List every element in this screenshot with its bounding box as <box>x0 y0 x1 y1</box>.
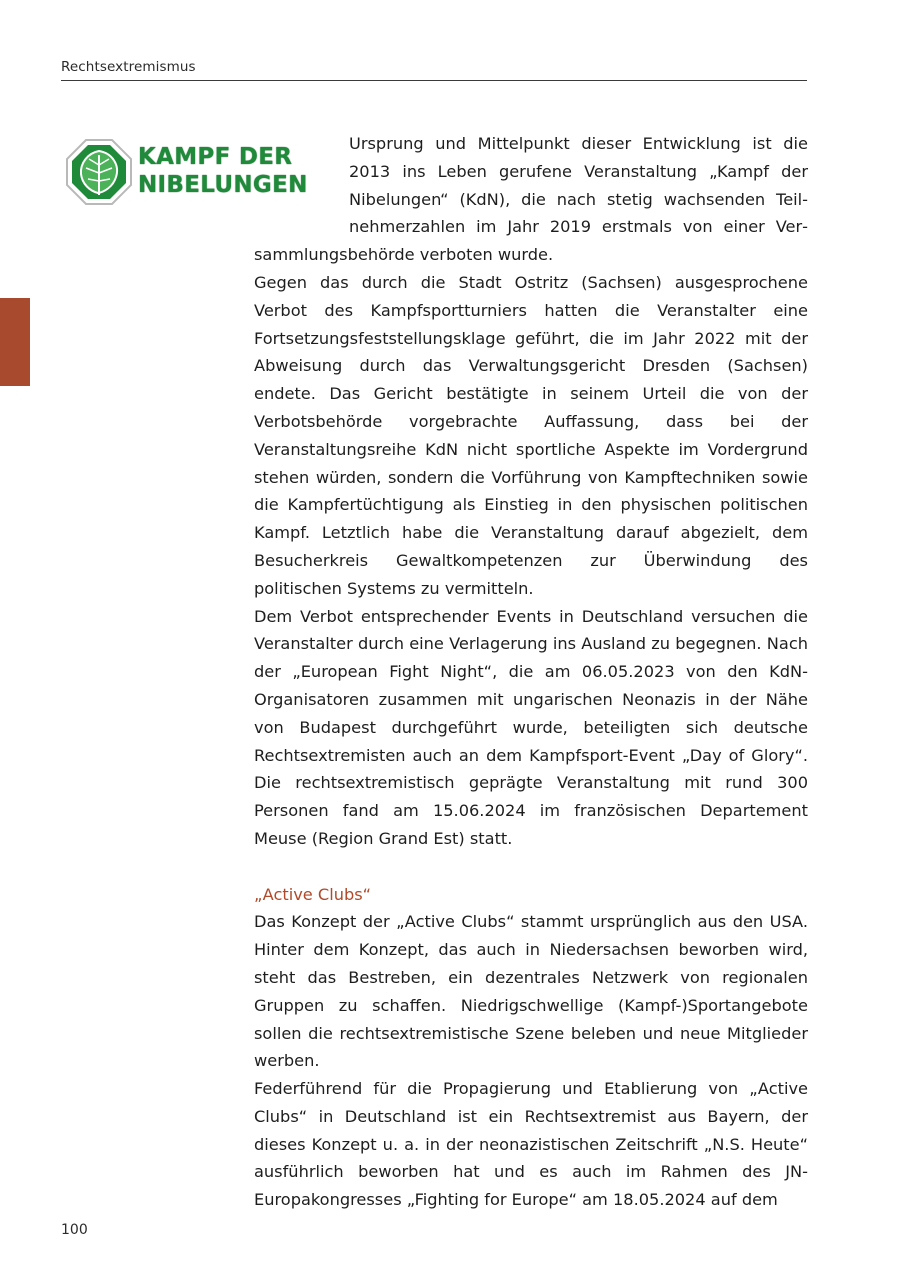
logo-line-1: KAMPF DER <box>138 144 293 170</box>
running-title: Rechtsextremismus <box>61 59 196 75</box>
chapter-marker-tab <box>0 298 30 386</box>
logo-line-2: NIBELUNGEN <box>138 172 308 198</box>
paragraph-events-abroad: Dem Verbot entsprechender Events in Deutschland versuchen die Veranstalter durch eine Verlagerung ins Ausland zu begegnen. Nach der „European Fight Night“, die am 06.05.2023 von den KdN-Organisatoren zusammen mit ungarischen Neonazis in der Nähe von Budapest durchgeführt wurde, beteiligten sich deutsche Rechtsextremisten auch an dem Kampfsport-Event „Day of Glory“. Die rechtsextremistisch geprägte Veranstaltung mit rund 300 Personen fand am 15.06.2024 im französischen Departement Meuse (Region Grand Est) statt. <box>254 606 808 848</box>
paragraph-court-ruling: Gegen das durch die Stadt Ostritz (Sachsen) ausgesprochene Verbot des Kampfsportturniers hatten die Veranstalter eine Fortsetzungsfeststellungsklage geführt, die im Jahr 2022 mit der Abweisung durch das Verwaltungsgericht Dresden (Sachsen) endete. Das Gericht bestätigte in seinem Urteil die von der Verbotsbehörde vorgebrachte Auffassung, dass bei der Veranstaltungsreihe KdN nicht sportliche Aspekte im Vordergrund stehen würden, sondern die Vorführung von Kampftechniken sowie die Kampfertüchtigung als Einstieg in den physischen politischen Kampf. Letztlich habe die Veranstaltung darauf abgezielt, dem Besucherkreis Gewaltkompetenzen zur Überwindung des politischen Systems zu vermitteln. <box>254 272 808 598</box>
paragraph-active-clubs-germany: Federführend für die Propagierung und Etablierung von „Active Clubs“ in Deutschland ist ein Rechtsextremist aus Bayern, der dieses Konzept u. a. in der neonazistischen Zeitschrift „N.S. Heute“ ausführlich beworben hat und es auch im Rahmen des JN-Europakongresses „Fighting for Europe“ am 18.05.2024 auf dem <box>254 1079 808 1210</box>
leaf-shield-icon <box>64 137 134 207</box>
section-heading-active-clubs: „Active Clubs“ <box>254 884 372 904</box>
main-text <box>254 130 808 1214</box>
page-number: 100 <box>61 1222 88 1238</box>
running-header <box>61 59 807 81</box>
paragraph-active-clubs-concept: Das Konzept der „Active Clubs“ stammt ursprünglich aus den USA. Hinter dem Konzept, das auch in Niedersachsen beworben wird, steht das Bestreben, ein dezentrales Netzwerk von regionalen Gruppen zu schaffen. Niedrigschwellige (Kampf-)Sportangebote sollen die rechtsextremistische Szene beleben und neue Mitglieder werben. <box>254 912 808 1071</box>
paragraph-origin: Ursprung und Mittelpunkt dieser Entwicklung ist die 2013 ins Leben gerufene Veranstaltung „Kampf der Nibelungen“ (KdN), die nach stetig wachsenden Teilnehmerzahlen im Jahr 2019 erstmals von einer Versammlungsbehörde verboten wurde. <box>254 134 808 265</box>
logo-float-spacer <box>254 130 349 241</box>
